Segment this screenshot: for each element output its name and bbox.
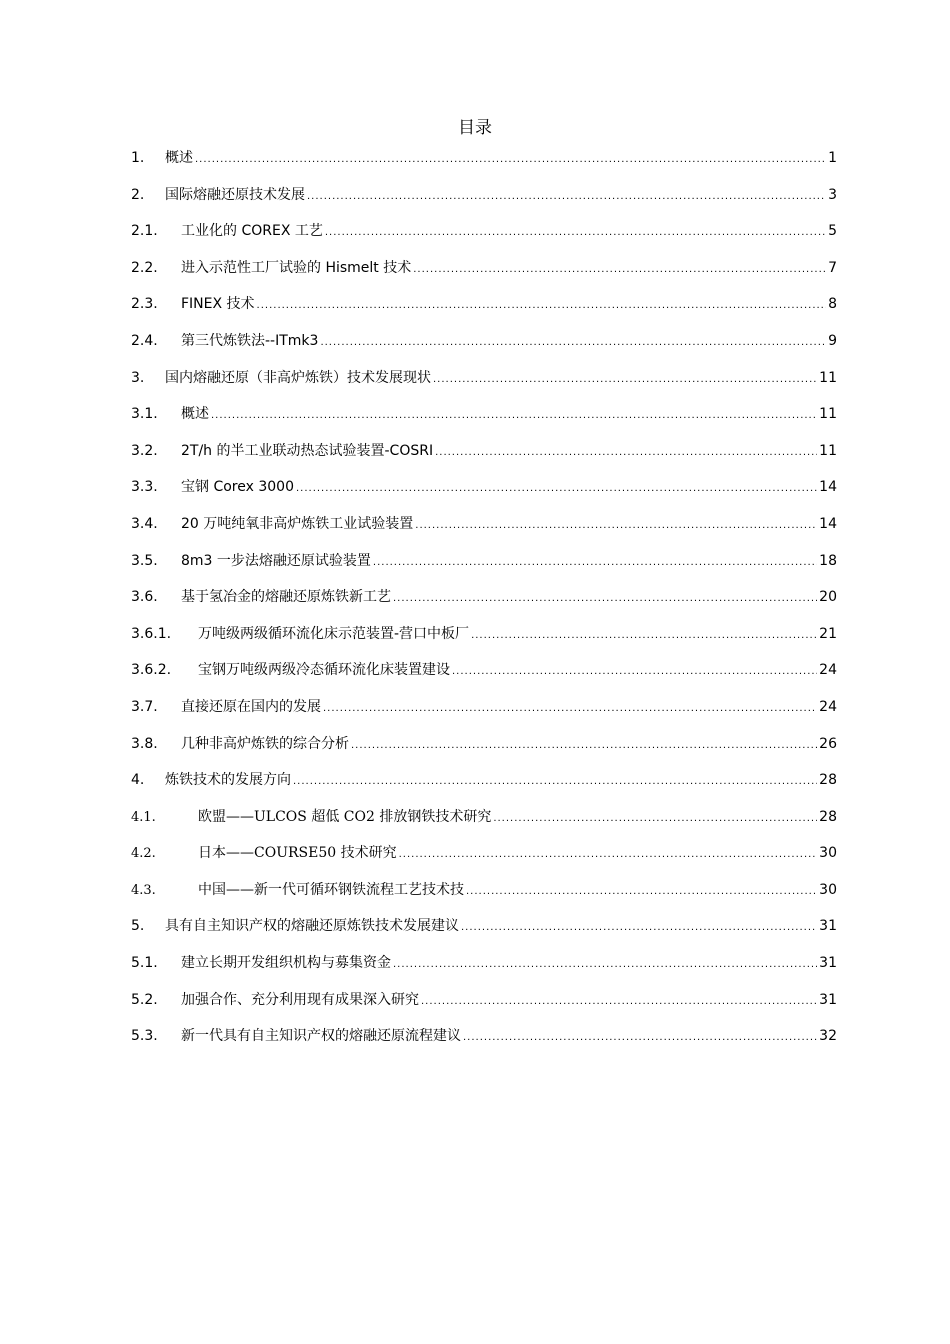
toc-entry[interactable] xyxy=(131,292,837,329)
toc-dot-leader xyxy=(351,734,817,758)
toc-dot-leader xyxy=(461,916,817,940)
toc-entry-title: 8m3 一步法熔融还原试验装置 xyxy=(181,552,371,569)
toc-entry-title: 直接还原在国内的发展 xyxy=(181,698,321,715)
toc-entry-number: 3.6. xyxy=(131,589,158,606)
toc-entry[interactable] xyxy=(131,841,837,878)
toc-entry-number: 4.1. xyxy=(131,809,156,825)
toc-entry[interactable] xyxy=(131,549,837,586)
toc-page-number: 31 xyxy=(819,955,837,972)
toc-entry[interactable] xyxy=(131,402,837,439)
toc-page-number: 9 xyxy=(828,332,837,349)
toc-dot-leader xyxy=(393,953,817,977)
toc-entry-number: 3.5. xyxy=(131,552,158,569)
toc-dot-leader xyxy=(323,697,817,721)
toc-entry-number: 2.4. xyxy=(131,332,158,349)
toc-dot-leader xyxy=(325,221,826,245)
toc-entry[interactable] xyxy=(131,256,837,293)
toc-entry[interactable] xyxy=(131,951,837,988)
toc-entry[interactable] xyxy=(131,1024,837,1061)
toc-entry-title: 概述 xyxy=(181,406,209,423)
toc-entry-title: 2T/h 的半工业联动热态试验装置-COSRI xyxy=(181,442,434,459)
toc-dot-leader xyxy=(399,843,818,867)
toc-entry[interactable] xyxy=(131,183,837,220)
toc-entry-title: 欧盟——ULCOS 超低 CO2 排放钢铁技术研究 xyxy=(198,808,492,825)
toc-entry-title: 几种非高炉炼铁的综合分析 xyxy=(181,735,349,752)
toc-page-number: 24 xyxy=(819,698,837,715)
toc-entry[interactable] xyxy=(131,658,837,695)
toc-entry-title: 20 万吨纯氧非高炉炼铁工业试验装置 xyxy=(181,515,414,532)
toc-entry[interactable] xyxy=(131,585,837,622)
toc-entry[interactable] xyxy=(131,366,837,403)
toc-entry-number: 3.1. xyxy=(131,406,158,423)
toc-entry-number: 2.1. xyxy=(131,223,158,240)
toc-entry[interactable] xyxy=(131,914,837,951)
toc-dot-leader xyxy=(493,807,817,831)
toc-dot-leader xyxy=(393,587,817,611)
toc-entry-number: 4.3. xyxy=(131,882,156,898)
toc-entry[interactable] xyxy=(131,329,837,366)
toc-entry-number: 2. xyxy=(131,186,145,203)
toc-entry-title: 第三代炼铁法--ITmk3 xyxy=(181,332,319,349)
toc-entry[interactable] xyxy=(131,695,837,732)
toc-entry-title: 日本——COURSE50 技术研究 xyxy=(198,845,397,862)
toc-entry-title: 工业化的 COREX 工艺 xyxy=(181,223,323,240)
toc-entry[interactable] xyxy=(131,146,837,183)
toc-entry[interactable] xyxy=(131,475,837,512)
toc-page-number: 24 xyxy=(819,662,837,679)
toc-dot-leader xyxy=(463,1026,817,1050)
toc-dot-leader xyxy=(296,477,817,501)
toc-dot-leader xyxy=(415,514,817,538)
toc-dot-leader xyxy=(320,331,826,355)
toc-entry-number: 5.1. xyxy=(131,955,158,972)
toc-page-number: 21 xyxy=(819,625,837,642)
toc-page-number: 3 xyxy=(828,186,837,203)
toc-page-number: 8 xyxy=(828,296,837,313)
toc-entry-number: 3.7. xyxy=(131,698,158,715)
toc-entry[interactable] xyxy=(131,439,837,476)
toc-title: 目录 xyxy=(458,118,492,138)
toc-entry-number: 2.2. xyxy=(131,259,158,276)
toc-dot-leader xyxy=(471,624,817,648)
toc-dot-leader xyxy=(257,294,827,318)
toc-page-number: 18 xyxy=(819,552,837,569)
toc-page-number: 14 xyxy=(819,515,837,532)
toc-entry-number: 3.6.2. xyxy=(131,662,172,679)
toc-dot-leader xyxy=(421,990,817,1014)
toc-page-number: 5 xyxy=(828,223,837,240)
toc-page-number: 7 xyxy=(828,259,837,276)
toc-entry-title: 具有自主知识产权的熔融还原炼铁技术发展建议 xyxy=(165,918,459,935)
toc-page-number: 14 xyxy=(819,479,837,496)
toc-entry-title: 炼铁技术的发展方向 xyxy=(165,772,291,789)
toc-page-number: 28 xyxy=(819,808,837,825)
toc-page-number: 28 xyxy=(819,772,837,789)
toc-entry-number: 3.4. xyxy=(131,515,158,532)
toc-page-number: 32 xyxy=(819,1028,837,1045)
toc-dot-leader xyxy=(433,368,817,392)
toc-entry-title: 宝钢万吨级两级冷态循环流化床装置建设 xyxy=(198,662,450,679)
toc-dot-leader xyxy=(307,185,826,209)
toc-entry-title: 进入示范性工厂试验的 Hismelt 技术 xyxy=(181,259,412,276)
toc-entry-title: 新一代具有自主知识产权的熔融还原流程建议 xyxy=(181,1028,461,1045)
toc-entry-title: 中国——新一代可循环钢铁流程工艺技术技 xyxy=(198,881,464,898)
toc-entry[interactable] xyxy=(131,878,837,915)
toc-page-number: 31 xyxy=(819,991,837,1008)
toc-dot-leader xyxy=(211,404,817,428)
toc-entry[interactable] xyxy=(131,768,837,805)
toc-page-number: 31 xyxy=(819,918,837,935)
toc-page-number: 20 xyxy=(819,589,837,606)
toc-dot-leader xyxy=(293,770,817,794)
toc-dot-leader xyxy=(195,148,826,172)
toc-page-number: 30 xyxy=(819,845,837,862)
toc-entry-number: 5.2. xyxy=(131,991,158,1008)
toc-entry[interactable] xyxy=(131,805,837,842)
toc-entry-title: 万吨级两级循环流化床示范装置-营口中板厂 xyxy=(198,625,470,642)
toc-entry-number: 3.8. xyxy=(131,735,158,752)
toc-page-number: 30 xyxy=(819,881,837,898)
toc-entry-title: 概述 xyxy=(165,150,193,166)
toc-entry[interactable] xyxy=(131,512,837,549)
toc-entry-number: 4.2. xyxy=(131,846,156,862)
toc-entry-number: 3.6.1. xyxy=(131,625,172,642)
toc-entry-number: 5.3. xyxy=(131,1028,158,1045)
toc-entry-number: 5. xyxy=(131,918,145,935)
toc-entry-title: 基于氢冶金的熔融还原炼铁新工艺 xyxy=(181,589,391,606)
toc-entry-title: 国内熔融还原（非高炉炼铁）技术发展现状 xyxy=(165,369,431,386)
toc-entry-number: 2.3. xyxy=(131,296,158,313)
toc-entry[interactable] xyxy=(131,622,837,659)
toc-entry[interactable] xyxy=(131,988,837,1025)
table-of-contents xyxy=(131,146,837,1061)
toc-page-number: 11 xyxy=(819,442,837,459)
toc-dot-leader xyxy=(435,441,817,465)
toc-page-number: 11 xyxy=(819,406,837,423)
toc-entry[interactable] xyxy=(131,732,837,769)
toc-page-number: 11 xyxy=(819,369,837,386)
toc-page-number: 26 xyxy=(819,735,837,752)
toc-entry-title: FINEX 技术 xyxy=(181,296,255,313)
toc-entry-number: 3. xyxy=(131,369,145,386)
toc-entry-number: 3.2. xyxy=(131,442,158,459)
toc-dot-leader xyxy=(413,258,826,282)
toc-entry-title: 国际熔融还原技术发展 xyxy=(165,186,305,203)
toc-entry-title: 宝钢 Corex 3000 xyxy=(181,479,294,496)
toc-entry[interactable] xyxy=(131,219,837,256)
toc-dot-leader xyxy=(452,660,817,684)
toc-page-number: 1 xyxy=(828,150,837,166)
toc-entry-title: 加强合作、充分利用现有成果深入研究 xyxy=(181,991,419,1008)
toc-dot-leader xyxy=(466,880,817,904)
toc-entry-number: 1. xyxy=(131,150,145,166)
toc-dot-leader xyxy=(373,551,817,575)
toc-entry-number: 3.3. xyxy=(131,479,158,496)
toc-entry-number: 4. xyxy=(131,772,145,789)
toc-entry-title: 建立长期开发组织机构与募集资金 xyxy=(181,955,391,972)
